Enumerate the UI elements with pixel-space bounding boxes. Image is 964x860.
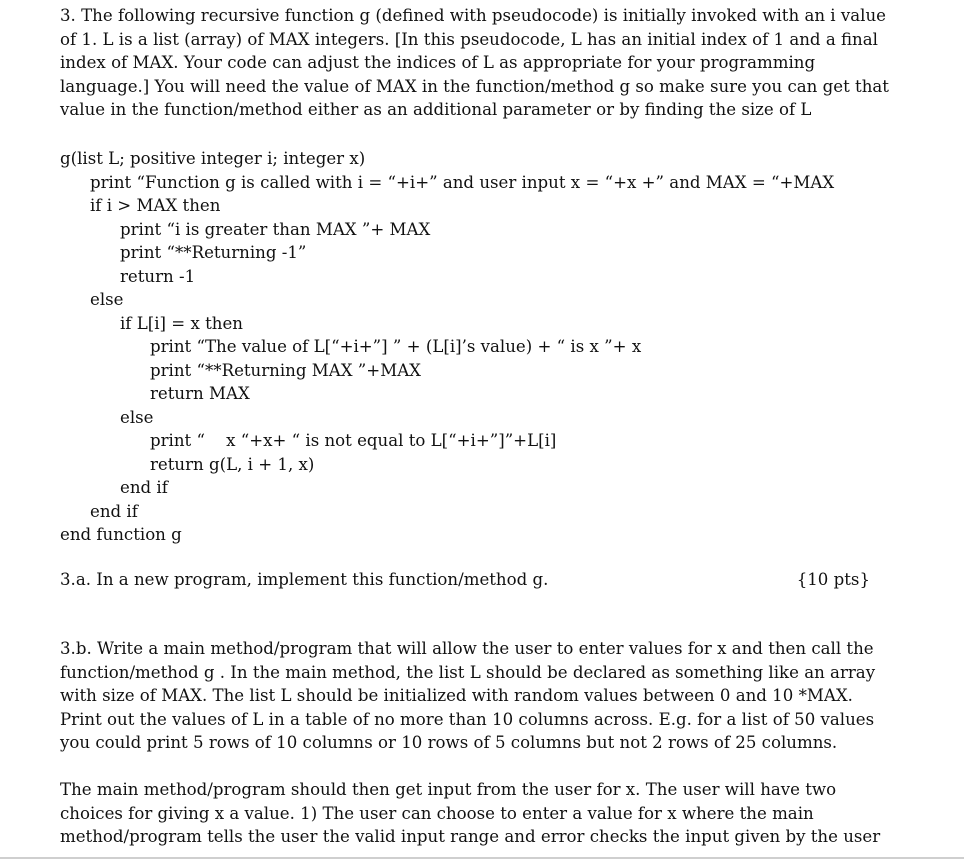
intro-line: language.] You will need the value of MAX in the function/method g so make sure you can get that	[60, 76, 889, 96]
code-line: return g(L, i + 1, x)	[150, 454, 315, 474]
code-line: end if	[90, 501, 138, 521]
code-line: g(list L; positive integer i; integer x)	[60, 149, 366, 168]
code-line: return -1	[120, 266, 196, 286]
task-b-line: 3.b. Write a main method/program that will allow the user to enter values for x and then call the	[60, 639, 874, 658]
code-line: print “ x “+x+ “ is not equal to L[“+i+”]”+L[i]	[150, 431, 557, 450]
task-b-line: Print out the values of L in a table of no more than 10 columns across. E.g. for a list of 50 values	[60, 709, 875, 729]
code-line: print “**Returning -1”	[120, 243, 307, 262]
task-a-text: 3.a. In a new program, implement this function/method g.	[60, 570, 549, 589]
code-line: if L[i] = x then	[120, 313, 243, 333]
intro-line: index of MAX. Your code can adjust the indices of L as appropriate for your programming	[60, 53, 816, 72]
task-a	[60, 568, 870, 592]
code-line: print “Function g is called with i = “+i+” and user input x = “+x +” and MAX = “+MAX	[90, 172, 835, 192]
code-line: print “i is greater than MAX ”+ MAX	[120, 219, 431, 239]
code-line: print “**Returning MAX ”+MAX	[150, 360, 421, 380]
task-b-cont-line: The main method/program should then get input from the user for x. The user will have two	[60, 780, 837, 799]
task-b-cont-line: choices for giving x a value. 1) The user can choose to enter a value for x where the main	[60, 803, 814, 823]
code-line: else	[120, 407, 154, 427]
page-bottom-divider	[0, 857, 964, 859]
code-line: end function g	[60, 525, 182, 544]
task-b-line: function/method g . In the main method, the list L should be declared as something like an array	[60, 662, 876, 682]
problem-intro	[60, 4, 910, 122]
task-b	[60, 637, 910, 755]
task-a-points: {10 pts}	[796, 570, 870, 589]
task-b-line: with size of MAX. The list L should be initialized with random values between 0 and 10 *MAX.	[60, 686, 853, 705]
task-b-cont-line: method/program tells the user the valid input range and error checks the input given by the user	[60, 827, 881, 846]
task-b-line: you could print 5 rows of 10 columns or 10 rows of 5 columns but not 2 rows of 25 columns.	[60, 733, 838, 752]
code-line: else	[90, 290, 124, 309]
code-line: end if	[120, 478, 168, 497]
intro-line: 3. The following recursive function g (defined with pseudocode) is initially invoked with an i value	[60, 6, 886, 25]
task-b-continued	[60, 778, 910, 849]
code-line: if i > MAX then	[90, 196, 221, 215]
code-line: return MAX	[150, 384, 250, 403]
code-line: print “The value of L[“+i+”] ” + (L[i]’s value) + “ is x ”+ x	[150, 337, 642, 356]
pseudocode-block	[60, 147, 910, 547]
intro-line: value in the function/method either as an additional parameter or by finding the size of L	[60, 100, 812, 119]
intro-line: of 1. L is a list (array) of MAX integers. [In this pseudocode, L has an initial index of 1 and a final	[60, 29, 878, 49]
